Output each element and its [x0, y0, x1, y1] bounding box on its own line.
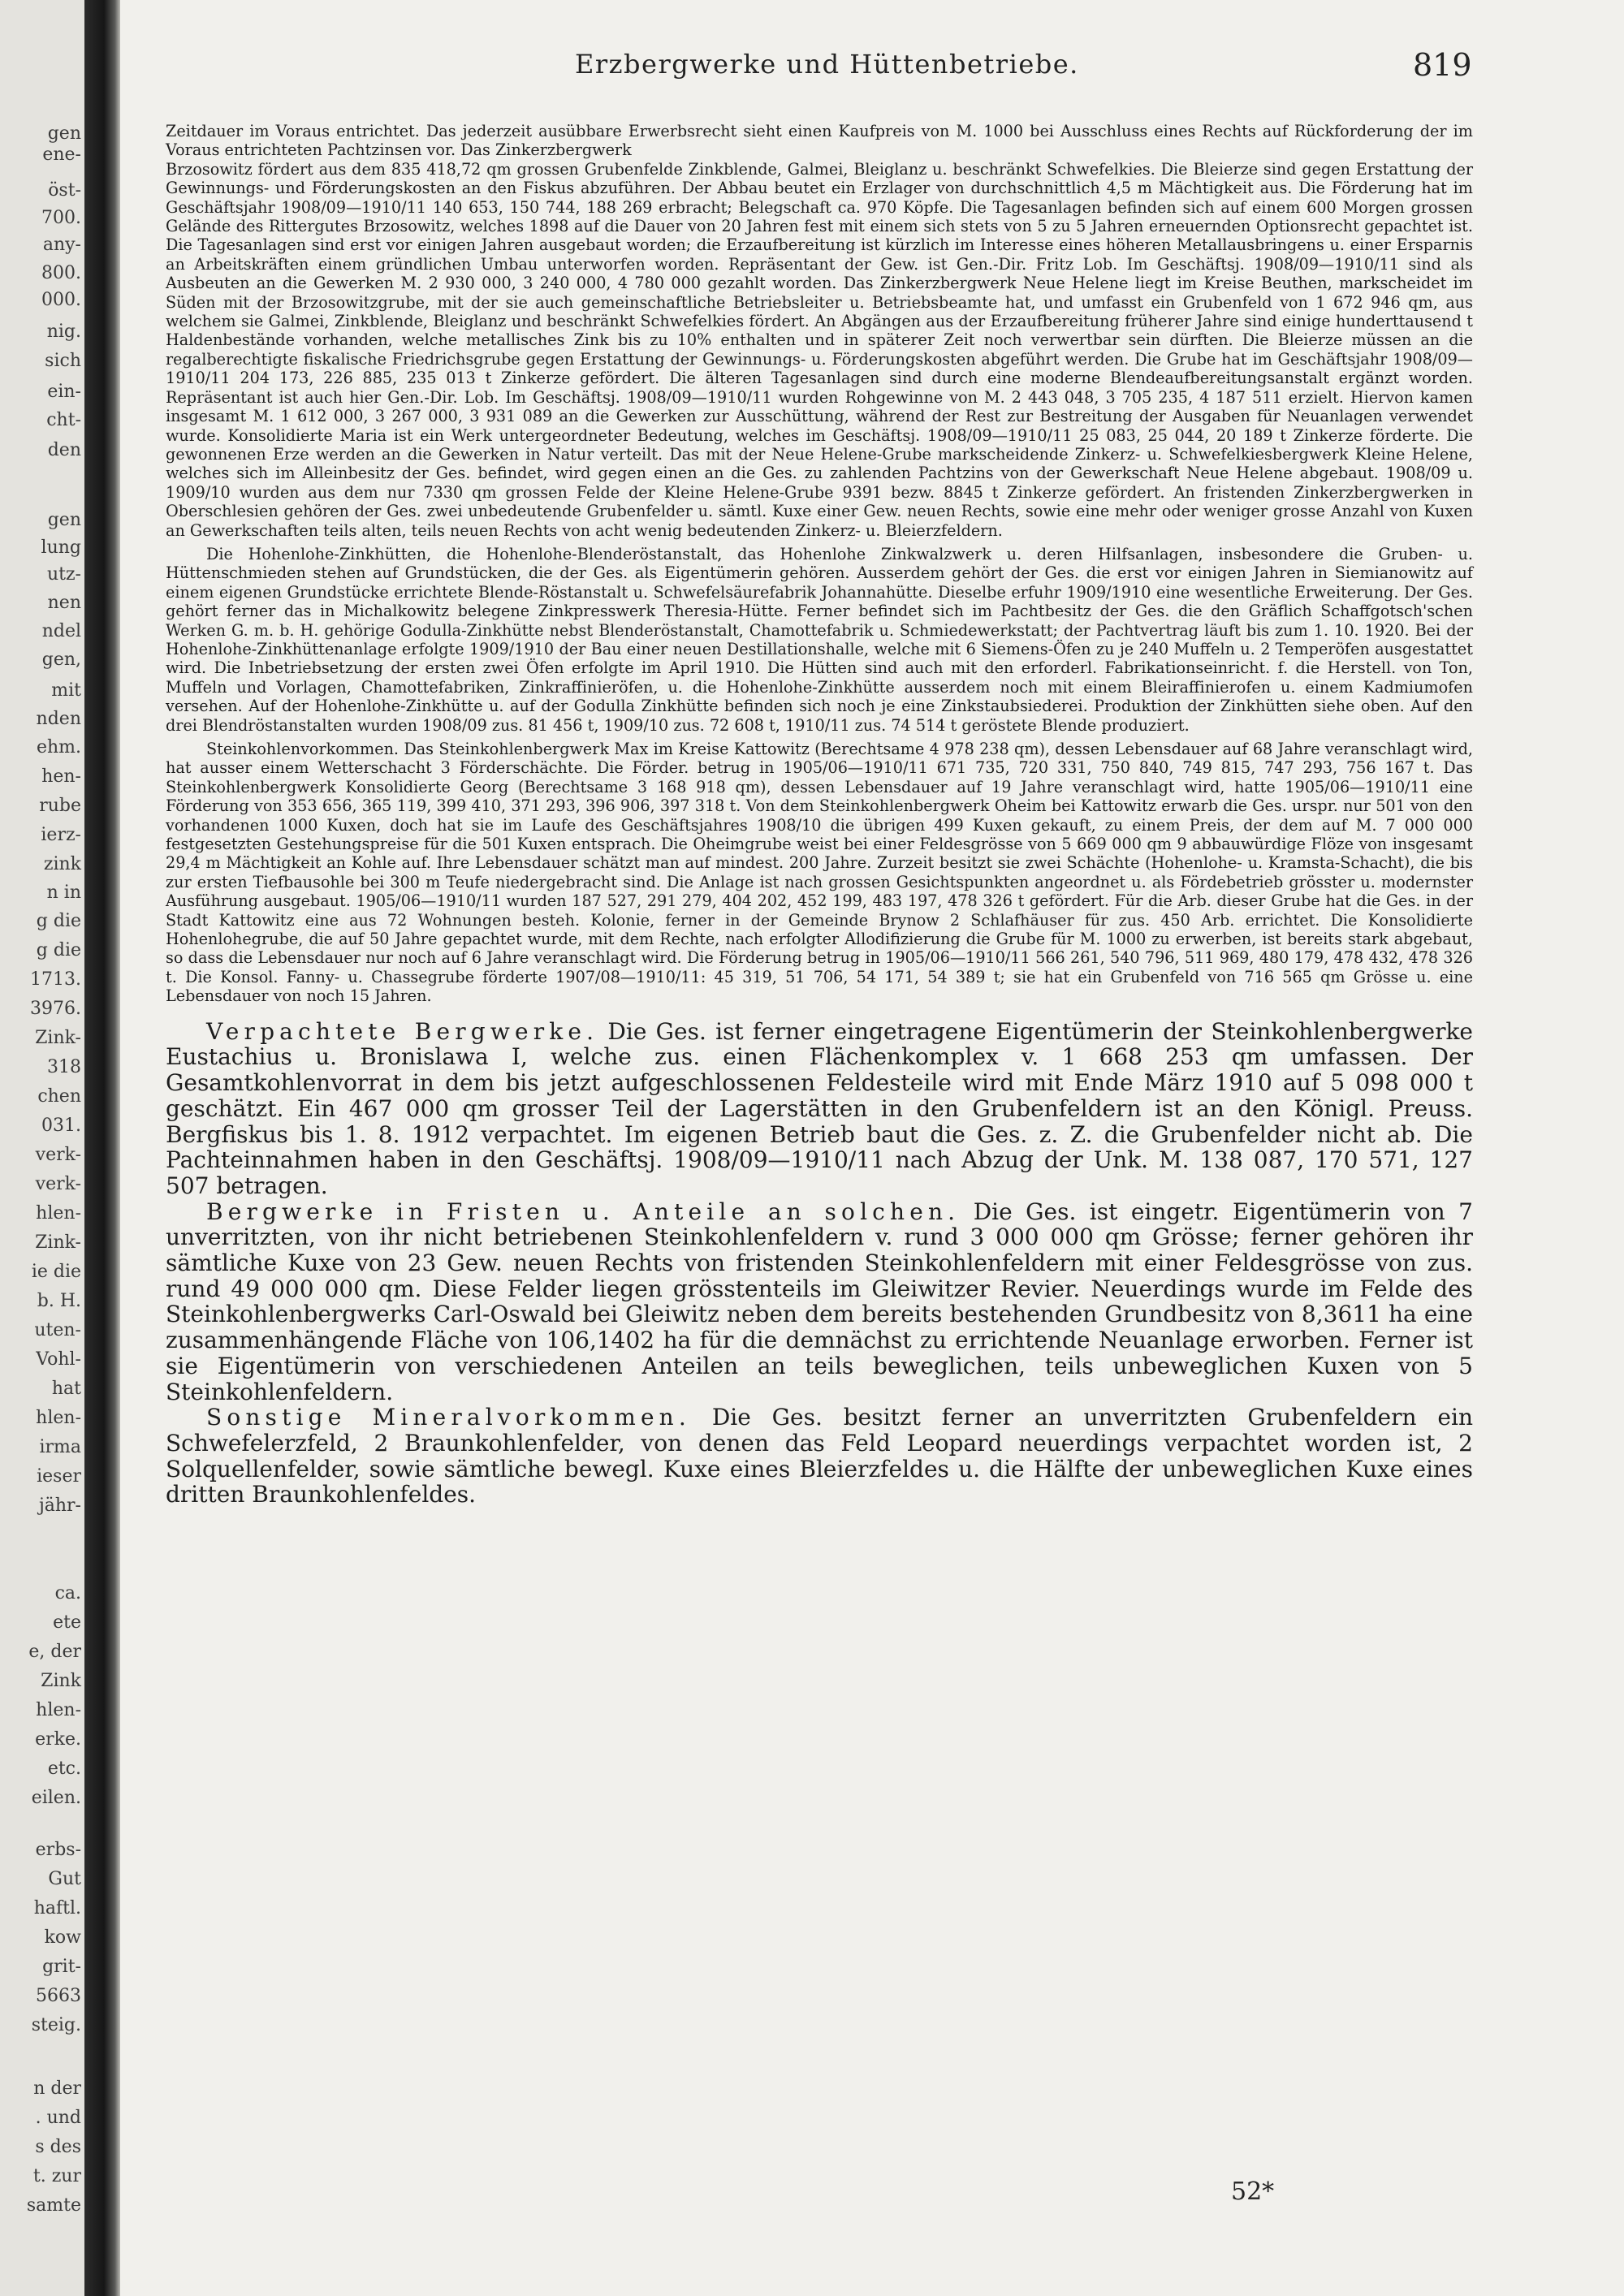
- page-number: 819: [1413, 47, 1472, 83]
- facing-page-word: kow: [44, 1927, 81, 1948]
- large-paragraph: [166, 1405, 1473, 1508]
- book-gutter: [84, 0, 120, 2296]
- facing-page-word: rube: [39, 796, 81, 816]
- facing-page-word: grit-: [42, 1957, 81, 1977]
- facing-page-word: verk-: [35, 1145, 81, 1165]
- facing-page-word: hen-: [41, 766, 81, 787]
- facing-page-word: t. zur: [32, 2166, 81, 2186]
- facing-page-word: 3976.: [30, 999, 81, 1019]
- paragraph-text: Die Ges. besitzt ferner an unverritzten Grubenfeldern ein Schwefelerzfeld, 2 Braunkohlenfelder, von denen das Feld Leopard neuerdings verpachtet worden ist, 2 Solquellenfelder, sowie sämtliche bewegl. Kuxe eines Bleierzfeldes u. die Hälfte der unbeweglichen Kuxe eines dritten Braunkohlenfeldes.: [166, 1404, 1473, 1508]
- facing-page-word: öst-: [48, 180, 81, 201]
- facing-page-word: cht-: [46, 410, 81, 430]
- facing-page-word: hlen-: [36, 1203, 81, 1224]
- facing-page-word: s des: [35, 2137, 81, 2157]
- facing-page-word: n in: [46, 883, 81, 903]
- facing-page-word: erbs-: [35, 1840, 81, 1860]
- facing-page-word: ene-: [42, 145, 81, 165]
- facing-page-word: utz-: [46, 564, 81, 585]
- facing-page-word: any-: [42, 235, 81, 255]
- facing-page-word: 800.: [41, 263, 81, 283]
- facing-page-word: n der: [33, 2078, 81, 2099]
- facing-page-word: nen: [47, 593, 81, 613]
- running-head: Erzbergwerke und Hüttenbetriebe.: [575, 49, 1079, 80]
- facing-page-fragment: [0, 0, 84, 2296]
- facing-page-word: hlen-: [36, 1408, 81, 1428]
- section-lead: Bergwerke in Fristen u. Anteile an solchen.: [206, 1198, 961, 1225]
- facing-page-word: Zink-: [35, 1232, 81, 1253]
- facing-page-word: chen: [37, 1086, 81, 1107]
- facing-page-word: sich: [45, 351, 81, 371]
- facing-page-word: 700.: [41, 208, 81, 228]
- facing-page-word: Gut: [48, 1869, 81, 1889]
- page: [120, 0, 1624, 2296]
- facing-page-word: zink: [43, 854, 81, 874]
- facing-page-word: etc.: [47, 1759, 81, 1779]
- facing-page-word: uten-: [34, 1320, 81, 1340]
- facing-page-word: den: [47, 440, 81, 460]
- section-lead: Sonstige Mineralvorkommen.: [206, 1404, 691, 1431]
- facing-page-word: Zink: [41, 1671, 81, 1691]
- facing-page-word: . und: [35, 2108, 81, 2128]
- large-paragraph: [166, 1019, 1473, 1199]
- facing-page-word: jähr-: [38, 1495, 81, 1516]
- facing-page-word: g die: [36, 940, 81, 960]
- facing-page-word: gen: [47, 510, 81, 530]
- facing-page-word: Zink-: [35, 1028, 81, 1048]
- facing-page-word: ete: [53, 1612, 81, 1633]
- facing-page-word: ierz-: [41, 825, 81, 845]
- small-paragraph: Brzosowitz fördert aus dem 835 418,72 qm grossen Grubenfelde Zinkblende, Galmei, Bleiglanz u. beschränkt Schwefelkies. Die Bleierze sind gegen Erstattung der Gewinnungs- und Förderungskosten an den Fiskus abzuführen. Der Abbau beutet ein Erzlager von durchschnittlich 4,5 m Mächtigkeit aus. Die Förderung hat im Geschäftsjahr 1908/09—1910/11 140 653, 150 744, 188 269 erbracht; Belegschaft ca. 970 Köpfe. Die Tagesanlagen befinden sich auf einem 600 Morgen grossen Gelände des Rittergutes Brzosowitz, welches 1898 auf die Dauer von 20 Jahren fest mit einem sich stets von 5 zu 5 Jahren erneuernden Optionsrecht gepachtet ist. Die Tagesanlagen sind erst vor einigen Jahren ausgebaut worden; die Erzaufbereitung ist kürzlich im Interesse eines höheren Metallausbringens u. einer Ersparnis an Arbeitskräften einem gründlichen Umbau unterworfen worden. Repräsentant der Gew. ist Gen.-Dir. Fritz Lob. Im Geschäftsj. 1908/09—1910/11 sind als Ausbeuten an die Gewerken M. 2 930 000, 3 240 000, 4 780 000 gezahlt worden. Das Zinkerzbergwerk Neue Helene liegt im Kreise Beuthen, markscheidet im Süden mit der Brzosowitzgrube, mit der sie auch gemeinschaftliche Betriebsleiter u. Betriebsbeamte hat, und umfasst ein Grubenfeld von 1 672 946 qm, aus welchem sie Galmei, Zinkblende, Bleiglanz und beschränkt Schwefelkies fördert. An Abgängen aus der Erzaufbereitung früherer Jahre sind einige hunderttausend t Haldenbestände vorhanden, welche metallisches Zink bis zu 10% enthalten und in späterer Zeit noch verwertbar sein dürften. Die Bleierze müssen an die regalberechtigte fiskalische Friedrichsgrube gegen Erstattung der Gewinnungs- u. Förderungskosten abgeführt werden. Die Grube hat im Geschäftsjahr 1908/09—1910/11 204 173, 226 885, 235 013 t Zinkerze gefördert. Die älteren Tagesanlagen sind durch eine moderne Blendeaufbereitungsanstalt ergänzt worden. Repräsentant ist auch hier Gen.-Dir. Lob. Im Geschäftsj. 1908/09—1910/11 wurden Rohgewinne von M. 2 443 048, 3 705 235, 4 187 511 erzielt. Hiervon kamen insgesamt M. 1 612 000, 3 267 000, 3 931 089 an die Gewerken zur Ausschüttung, während der Rest zur Bestreitung der Ausgaben für Neuanlagen verwendet wurde. Konsolidierte Maria ist ein Werk untergeordneter Bedeutung, welches im Geschäftsj. 1908/09—1910/11 25 083, 25 044, 20 189 t Zinkerze förderte. Die gewonnenen Erze werden an die Gewerken in Natur verteilt. Das mit der Neue Helene-Grube markscheidende Zinkerz- u. Schwefelkiesbergwerk Kleine Helene, welches sich im Alleinbesitz der Ges. befindet, wird gegen einen an die Ges. zu zahlenden Pachtzins von der Gewerkschaft Neue Helene abgebaut. 1908/09 u. 1909/10 wurden aus dem nur 7330 qm grossen Felde der Kleine Helene-Grube 9391 bezw. 8845 t Zinkerze gefördert. An fristenden Zinkerzbergwerken in Oberschlesien gehören der Ges. zwei unbedeutende Grubenfelder u. sämtl. Kuxe einer Gew. neuen Rechts, sowie eine mehr oder weniger grosse Anzahl von Kuxen an Gewerkschaften teils alten, teils neuen Rechts von acht wenig bedeutenden Zinkerz- u. Bleierzfeldern.: [166, 159, 1473, 540]
- section-lead: Verpachtete Bergwerke.: [206, 1017, 599, 1045]
- facing-page-word: hlen-: [36, 1700, 81, 1720]
- facing-page-word: samte: [26, 2195, 81, 2216]
- facing-page-word: g die: [36, 911, 81, 931]
- body-text: [166, 122, 1473, 1508]
- facing-page-word: ie die: [31, 1262, 81, 1282]
- facing-page-word: gen,: [41, 650, 81, 670]
- facing-page-word: 031.: [41, 1116, 81, 1136]
- facing-page-word: e, der: [28, 1642, 81, 1662]
- facing-page-word: irma: [39, 1437, 81, 1457]
- signature-mark: 52*: [1231, 2177, 1275, 2206]
- facing-page-word: 1713.: [30, 969, 81, 990]
- paragraph-text: Die Ges. ist ferner eingetragene Eigentümerin der Steinkohlenbergwerke Eustachius u. Bronislawa I, welche zus. einen Flächenkomplex v. 1 668 253 qm umfassen. Der Gesamtkohlenvorrat in dem bis jetzt aufgeschlossenen Feldesteile wird mit Ende März 1910 auf 5 098 000 t geschätzt. Ein 467 000 qm grosser Teil der Lagerstätten in den Grubenfeldern ist an den Königl. Preuss. Bergfiskus bis 1. 8. 1912 verpachtet. Im eigenen Betrieb baut die Ges. z. Z. die Grubenfelder nicht ab. Die Pachteinnahmen haben in den Geschäftsj. 1908/09—1910/11 nach Abzug der Unk. M. 138 087, 170 571, 127 507 betragen.: [166, 1017, 1473, 1199]
- large-print-section: [166, 1019, 1473, 1508]
- facing-page-word: Vohl-: [36, 1349, 81, 1370]
- facing-page-word: steig.: [31, 2015, 81, 2035]
- facing-page-word: erke.: [35, 1729, 81, 1750]
- facing-page-word: ehm.: [36, 737, 81, 757]
- facing-page-word: 000.: [41, 290, 81, 310]
- facing-page-word: nig.: [46, 322, 81, 342]
- small-paragraph: Die Hohenlohe-Zinkhütten, die Hohenlohe-Blenderöstanstalt, das Hohenlohe Zinkwalzwerk u. deren Hilfsanlagen, insbesondere die Gruben- u. Hüttenschmieden stehen auf Grundstücken, die der Ges. als Eigentümerin gehören. Ausserdem gehört der Ges. die erst vor einigen Jahren in Siemianowitz auf einem eigenen Grundstücke errichtete Blende-Röstanstalt u. Schwefelsäurefabrik Johannahütte. Dieselbe erfuhr 1909/1910 eine wesentliche Erweiterung. Der Ges. gehört ferner das in Michalkowitz belegene Zinkpresswerk Theresia-Hütte. Ferner befindet sich im Pachtbesitz der Ges. die den Gräflich Schaffgotsch'schen Werken G. m. b. H. gehörige Godulla-Zinkhütte nebst Blenderöstanstalt, Chamottefabrik u. Schmiedewerkstatt; der Pachtvertrag läuft bis zum 1. 10. 1920. Bei der Hohenlohe-Zinkhüttenanlage erfolgte 1909/1910 der Bau einer neuen Destillationshalle, welche mit 6 Siemens-Öfen zu je 240 Muffeln u. 2 Temperöfen ausgestattet wird. Die Inbetriebsetzung der ersten zwei Öfen erfolgte im April 1910. Die Hütten sind auch mit den erforderl. Fabrikationseinricht. f. die Herstell. von Ton, Muffeln und Vorlagen, Chamottefabriken, Zinkraffinieröfen, u. die Hohenlohe-Zinkhütte ausserdem noch mit einem Bleiraffinierofen u. einem Kadmiumofen versehen. Auf der Hohenlohe-Zinkhütte u. auf der Godulla Zinkhütte befinden sich noch je eine Zinkstaubsiederei. Produktion der Zinkhütten siehe oben. Auf den drei Blendröstanstalten wurden 1908/09 zus. 81 456 t, 1909/10 zus. 72 608 t, 1910/11 zus. 74 514 t geröstete Blende produziert.: [166, 544, 1473, 735]
- facing-page-word: ca.: [54, 1583, 81, 1603]
- facing-page-word: hat: [51, 1379, 81, 1399]
- facing-page-word: haftl.: [33, 1898, 81, 1918]
- small-print-section: [166, 122, 1473, 1006]
- facing-page-word: mit: [51, 680, 81, 701]
- facing-page-word: 5663: [36, 1986, 81, 2006]
- large-paragraph: [166, 1199, 1473, 1405]
- facing-page-word: ein-: [47, 382, 81, 402]
- paragraph-text: Die Ges. ist eingetr. Eigentümerin von 7 unverritzten, von ihr nicht betriebenen Steinkohlenfeldern v. rund 3 000 000 qm Grösse; ferner gehören ihr sämtliche Kuxe von 23 Gew. neuen Rechts von fristenden Steinkohlenfeldern mit einer Feldesgrösse von zus. rund 49 000 000 qm. Diese Felder liegen grösstenteils im Gleiwitzer Revier. Neuerdings wurde im Felde des Steinkohlenbergwerks Carl-Oswald bei Gleiwitz neben dem bereits bestehenden Grundbesitz von 8,3611 ha eine zusammenhängende Fläche von 106,1402 ha für die demnächst zu errichtende Neuanlage erworben. Ferner ist sie Eigentümerin von verschiedenen Anteilen an teils beweglichen, teils unbeweglichen Kuxen von 5 Steinkohlenfeldern.: [166, 1198, 1473, 1405]
- facing-page-word: gen: [47, 123, 81, 144]
- small-paragraph: Steinkohlenvorkommen. Das Steinkohlenbergwerk Max im Kreise Kattowitz (Berechtsame 4 978 238 qm), dessen Lebensdauer auf 68 Jahre veranschlagt wird, hat ausser einem Wetterschacht 3 Förderschächte. Die Förder. betrug in 1905/06—1910/11 671 735, 720 331, 750 840, 749 815, 747 293, 756 167 t. Das Steinkohlenbergwerk Konsolidierte Georg (Berechtsame 3 168 918 qm), dessen Lebensdauer auf 19 Jahre veranschlagt wird, hatte 1905/06—1910/11 eine Förderung von 353 656, 365 119, 399 410, 371 293, 396 906, 397 318 t. Von dem Steinkohlenbergwerk Oheim bei Kattowitz erwarb die Ges. urspr. nur 501 von den vorhandenen 1000 Kuxen, doch hat sie im Laufe des Geschäftsjahres 1908/10 die übrigen 499 Kuxen gekauft, zu einem Preis, der dem auf M. 7 000 000 festgesetzten Gestehungspreise für die 501 Kuxen entsprach. Die Oheimgrube weist bei einer Feldesgrösse von 5 669 000 qm 9 abbauwürdige Flöze von insgesamt 29,4 m Mächtigkeit an Kohle auf. Ihre Lebensdauer schätzt man auf mindest. 200 Jahre. Zurzeit besitzt sie zwei Schächte (Hohenlohe- u. Kramsta-Schacht), die bis zur ersten Tiefbausohle bei 300 m Teufe niedergebracht sind. Die Anlage ist nach grossen Gesichtspunkten angeordnet u. als Fördebetrieb grösster u. modernster Ausführung ausgebaut. 1905/06—1910/11 wurden 187 527, 291 279, 404 202, 452 199, 483 197, 478 326 t gefördert. Für die Arb. dieser Grube hat die Ges. in der Stadt Kattowitz eine aus 72 Wohnungen besteh. Kolonie, ferner in der Gemeinde Brynow 2 Schlafhäuser für zus. 450 Arb. errichtet. Die Konsolidierte Hohenlohegrube, die auf 50 Jahre gepachtet wurde, mit dem Rechte, nach erfolgter Allodifizierung die Grube für M. 1000 zu erwerben, ist bereits stark abgebaut, so dass die Lebensdauer nur noch auf 6 Jahre veranschlagt wird. Die Förderung betrug in 1905/06—1910/11 566 261, 540 796, 511 969, 480 179, 478 432, 478 326 t. Die Konsol. Fanny- u. Chassegrube förderte 1907/08—1910/11: 45 319, 51 706, 54 171, 54 389 t; sie hat ein Grubenfeld von 716 565 qm Grösse u. eine Lebensdauer von noch 15 Jahren.: [166, 740, 1473, 1006]
- facing-page-word: verk-: [35, 1174, 81, 1194]
- facing-page-word: ieser: [37, 1466, 81, 1487]
- facing-page-word: 318: [47, 1057, 81, 1077]
- facing-page-word: b. H.: [37, 1291, 81, 1311]
- facing-page-word: ndel: [41, 621, 81, 641]
- small-paragraph: Zeitdauer im Voraus entrichtet. Das jederzeit ausübbare Erwerbsrecht sieht einen Kaufpreis von M. 1000 bei Ausschluss eines Rechts auf Rückforderung der im Voraus entrichteten Pachtzinsen vor. Das Zinkerzbergwerk: [166, 122, 1473, 160]
- facing-page-word: eilen.: [31, 1788, 81, 1808]
- facing-page-word: lung: [41, 537, 81, 558]
- facing-page-word: nden: [36, 709, 81, 729]
